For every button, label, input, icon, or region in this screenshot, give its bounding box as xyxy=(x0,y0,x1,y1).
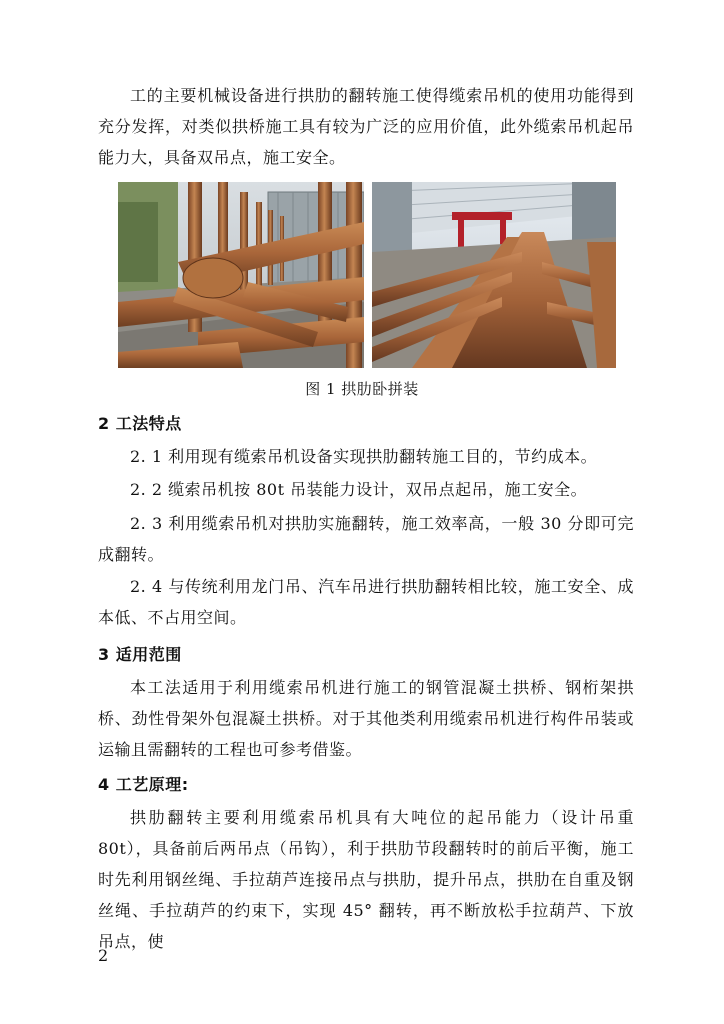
section-3-heading: 3 适用范围 xyxy=(98,645,182,664)
section-3-paragraph: 本工法适用于利用缆索吊机进行施工的钢管混凝土拱桥、钢桁架拱桥、劲性骨架外包混凝土拱桥。对于其他类利用缆索吊机进行构件吊装或运输且需翻转的工程也可参考借鉴。 xyxy=(98,678,634,759)
figure-caption: 图 1 拱肋卧拼装 xyxy=(305,380,419,398)
section-2-item-1: 2. 1 利用现有缆索吊机设备实现拱肋翻转施工目的，节约成本。 xyxy=(130,447,598,466)
photo-arch-rib-outdoor xyxy=(118,182,364,368)
section-2-item-2: 2. 2 缆索吊机按 80t 吊装能力设计，双吊点起吊，施工安全。 xyxy=(130,480,588,499)
section-2-item-4: 2. 4 与传统利用龙门吊、汽车吊进行拱肋翻转相比较，施工安全、成本低、不占用空间。 xyxy=(98,577,634,627)
intro-paragraph: 工的主要机械设备进行拱肋的翻转施工使得缆索吊机的使用功能得到充分发挥，对类似拱桥施工具有较为广泛的应用价值，此外缆索吊机起吊能力大，具备双吊点，施工安全。 xyxy=(98,86,634,167)
section-4-heading: 4 工艺原理: xyxy=(98,775,189,794)
section-4-paragraph: 拱肋翻转主要利用缆索吊机具有大吨位的起吊能力（设计吊重 80t），具备前后两吊点（吊钩），利于拱肋节段翻转时的前后平衡，施工时先利用钢丝绳、手拉葫芦连接吊点与拱肋，提升吊点，拱肋在自重及钢丝绳、手拉葫芦的约束下，实现 45° 翻转，再不断放松手拉葫芦、下放吊点，使 xyxy=(98,808,634,951)
photo-arch-rib-indoor xyxy=(372,182,616,368)
section-2-heading: 2 工法特点 xyxy=(98,414,182,433)
page-number: 2 xyxy=(98,946,109,965)
section-2-item-3: 2. 3 利用缆索吊机对拱肋实施翻转，施工效率高，一般 30 分即可完成翻转。 xyxy=(98,514,634,564)
